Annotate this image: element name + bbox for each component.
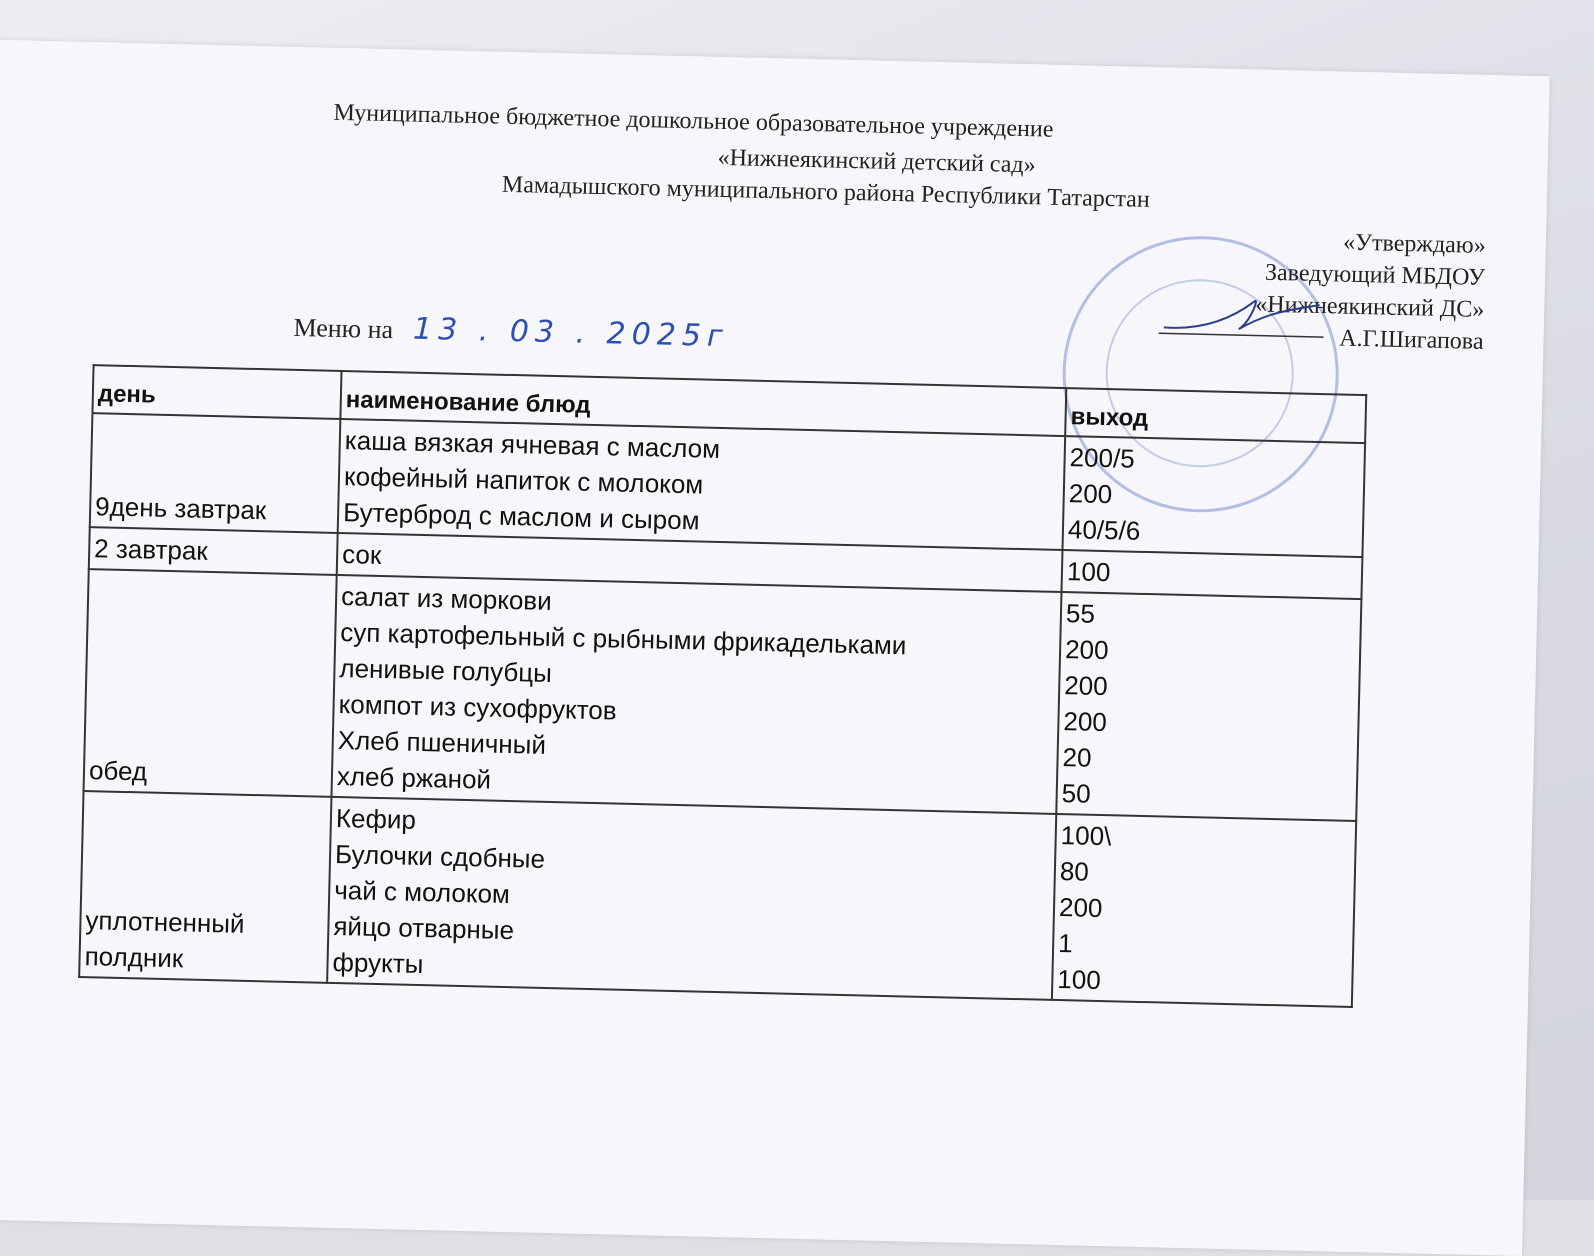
yield-item: 100\ xyxy=(1060,820,1112,852)
approval-position: Заведующий МБДОУ xyxy=(1264,259,1486,291)
approval-org: «Нижнеякинский ДС» xyxy=(1254,291,1485,323)
yield-item: 200 xyxy=(1063,706,1108,738)
menu-table xyxy=(78,364,1367,1008)
kindergarten-name: «Нижнеякинский детский сад» xyxy=(717,144,1036,179)
yield-item: 200 xyxy=(1064,634,1109,666)
dish-item: чай с молоком xyxy=(333,874,511,910)
meal-cell: 9день завтрак xyxy=(90,413,341,533)
dish-item: Бутерброд с маслом и сыром xyxy=(342,497,700,536)
dish-item: салат из моркови xyxy=(340,581,553,617)
yield-item: 200 xyxy=(1063,670,1109,702)
dish-item: Булочки сдобные xyxy=(334,838,546,874)
yield-item: 1 xyxy=(1057,928,1074,959)
meal-cell: обед xyxy=(84,569,337,797)
yield-item: 200 xyxy=(1058,892,1103,924)
approval-title: «Утверждаю» xyxy=(1342,229,1487,259)
menu-date-line xyxy=(293,309,729,354)
dish-item: яйцо отварные xyxy=(333,910,515,946)
dish-item: сок xyxy=(341,539,382,570)
header-dish: наименование блюд xyxy=(340,371,1066,436)
table-row xyxy=(84,569,1362,821)
meal-cell: 2 завтрак xyxy=(89,527,338,575)
yields-cell xyxy=(1056,592,1361,821)
header-yield: выход xyxy=(1065,388,1366,443)
yield-item: 50 xyxy=(1061,778,1092,809)
signature xyxy=(1158,289,1329,343)
dish-item: Хлеб пшеничный xyxy=(337,725,547,760)
dish-item: Кефир xyxy=(335,802,417,835)
table-row xyxy=(79,791,1356,1007)
yield-item: 200/5 xyxy=(1069,442,1136,474)
institution-name: Муниципальное бюджетное дошкольное образовательное учреждение xyxy=(333,99,1054,143)
dish-item: компот из сухофруктов xyxy=(338,689,617,726)
yield-item: 80 xyxy=(1059,856,1090,887)
menu-date: 13 . 03 . 2025г xyxy=(412,311,730,355)
dishes-cell xyxy=(338,419,1065,550)
district-name: Мамадышского муниципального района Республики Татарстан xyxy=(501,171,1151,213)
dish-item: каша вязкая ячневая с маслом xyxy=(344,425,721,464)
yields-cell xyxy=(1061,550,1362,599)
yield-item: 100 xyxy=(1066,556,1111,588)
yields-cell xyxy=(1052,814,1356,1007)
yield-item: 200 xyxy=(1068,478,1113,510)
menu-document xyxy=(0,40,1550,1256)
dishes-cell xyxy=(331,575,1061,814)
yield-item: 100 xyxy=(1057,964,1102,996)
meal-cell: уплотненный полдник xyxy=(79,791,331,983)
yield-item: 20 xyxy=(1062,742,1092,773)
dishes-cell xyxy=(327,797,1056,1000)
dish-item: кофейный напиток с молоком xyxy=(343,461,704,500)
dish-item: фрукты xyxy=(332,946,424,980)
menu-label: Меню на xyxy=(293,312,394,345)
yield-item: 55 xyxy=(1065,598,1096,629)
dish-item: хлеб ржаной xyxy=(336,761,492,795)
header-day: день xyxy=(92,365,341,419)
yields-cell xyxy=(1062,436,1365,557)
dish-item: ленивые голубцы xyxy=(339,653,553,689)
approval-signer: А.Г.Шигапова xyxy=(1338,325,1484,355)
dish-item: суп картофельный с рыбными фрикадельками xyxy=(340,617,907,661)
yield-item: 40/5/6 xyxy=(1067,514,1141,546)
